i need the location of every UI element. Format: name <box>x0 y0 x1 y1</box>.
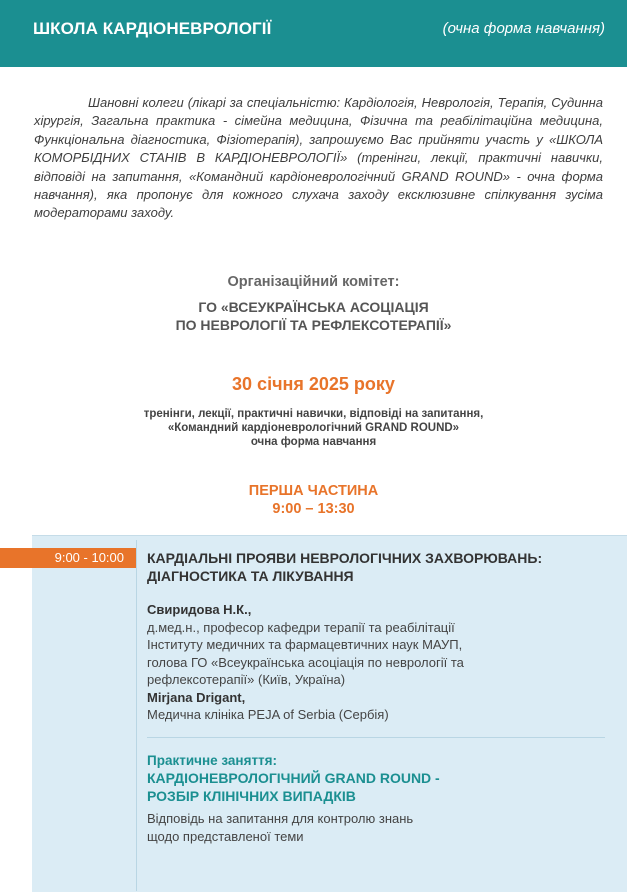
study-form-label: (очна форма навчання) <box>442 20 605 37</box>
speaker-name: Mirjana Drigant, <box>147 689 246 705</box>
practice-title-line2: РОЗБІР КЛІНІЧНИХ ВИПАДКІВ <box>147 788 356 804</box>
speaker-detail: д.мед.н., професор кафедри терапії та реабілітації <box>147 619 455 635</box>
event-format-line1: тренінги, лекції, практичні навички, відповіді на запитання, <box>143 408 484 420</box>
part-heading <box>0 482 627 518</box>
speakers-block <box>147 601 597 724</box>
session-time-badge: 9:00 - 10:00 <box>0 548 136 568</box>
speaker-detail: рефлексотерапії» (Київ, Україна) <box>147 672 346 687</box>
part-title: ПЕРША ЧАСТИНА <box>248 483 379 499</box>
practice-description <box>147 810 597 846</box>
event-date: 30 січня 2025 року <box>232 374 395 394</box>
schedule-divider <box>136 540 137 891</box>
speaker-detail: Медична клініка PEJA of Serbia (Сербія) <box>147 707 389 722</box>
organizer-name-line2: ПО НЕВРОЛОГІЇ ТА РЕФЛЕКСОТЕРАПІЇ» <box>175 317 452 333</box>
event-format-line2: «Командний кардіоневрологічний GRAND ROUND» <box>167 422 460 434</box>
practice-label: Практичне заняття: <box>147 753 278 768</box>
section-divider <box>147 737 605 738</box>
speaker-name: Свиридова Н.К., <box>147 602 252 617</box>
event-format <box>0 407 627 449</box>
speaker-detail: голова ГО «Всеукраїнська асоціація по неврології та <box>147 654 464 670</box>
intro-paragraph: Шановні колеги (лікарі за спеціальністю: Кардіологія, Неврологія, Терапія, Судинна хірургія, Загальна практика - сімейна медицина, Фізична та реабілітаційна медицина, Функціональна діагностика, Фізіотерапія), запрошуємо Вас прийняти участь у «ШКОЛА КОМОРБІДНИХ СТАНІВ В КАРДІОНЕВРОЛОГІЇ» (тренінги, лекції, практичні навички, відповіді на запитання, «Командний кардіоневрологічний GRAND ROUND» - очна форма навчання), яка пропонує для кожного слухача заходу ексклюзивне спілкування зусіма модераторами заходу. <box>34 95 603 221</box>
session-title-line1: КАРДІАЛЬНІ ПРОЯВИ НЕВРОЛОГІЧНИХ ЗАХВОРЮВАНЬ: <box>147 550 543 566</box>
page-header <box>0 0 627 67</box>
organizer-label: Організаційний комітет: <box>227 274 400 290</box>
speaker-detail: Інституту медичних та фармацевтичних наук МАУП, <box>147 637 463 652</box>
practice-title-line1: КАРДІОНЕВРОЛОГІЧНИЙ GRAND ROUND - <box>147 770 440 786</box>
part-time: 9:00 – 13:30 <box>272 501 355 517</box>
practice-description-line2: щодо представленої теми <box>147 829 304 844</box>
practice-title <box>147 769 597 805</box>
organizer-name <box>0 298 627 334</box>
session-title <box>147 549 607 585</box>
practice-description-line1: Відповідь на запитання для контролю знань <box>147 811 414 826</box>
organizer-name-line1: ГО «ВСЕУКРАЇНСЬКА АСОЦІАЦІЯ <box>198 299 429 315</box>
school-title: ШКОЛА КАРДІОНЕВРОЛОГІЇ <box>33 19 272 38</box>
session-title-line2: ДІАГНОСТИКА ТА ЛІКУВАННЯ <box>147 568 354 584</box>
event-format-line3: очна форма навчання <box>250 436 377 448</box>
